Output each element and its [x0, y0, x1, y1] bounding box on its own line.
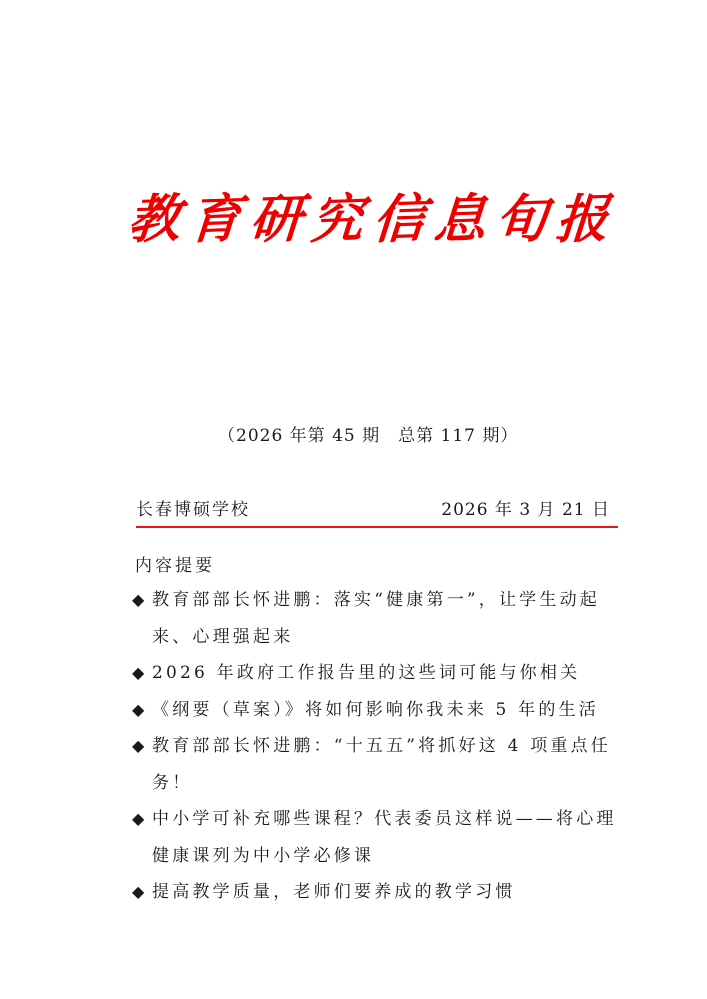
meta-row [136, 495, 616, 521]
red-divider [136, 526, 618, 528]
list-item [132, 582, 622, 655]
list-item [132, 801, 622, 874]
list-item [132, 655, 622, 692]
diamond-bullet-icon: ◆ [132, 736, 145, 755]
contents-list [132, 582, 622, 911]
list-item [132, 728, 622, 801]
list-item [132, 692, 622, 729]
contents-item-text: 中小学可补充哪些课程？代表委员这样说——将心理健康课列为中小学必修课 [152, 809, 617, 866]
list-item [132, 874, 622, 911]
diamond-bullet-icon: ◆ [132, 663, 145, 682]
masthead-char: 息 [431, 188, 488, 251]
contents-item-text: 《纲要（草案）》将如何影响你我未来 5 年的生活 [152, 699, 599, 720]
publish-date: 2026 年 3 月 21 日 [441, 500, 610, 520]
masthead-char: 教 [125, 188, 183, 251]
masthead-char: 研 [248, 188, 305, 251]
masthead-char: 报 [553, 188, 611, 251]
contents-item-text: 2026 年政府工作报告里的这些词可能与你相关 [152, 663, 581, 683]
masthead-title [125, 180, 611, 260]
masthead-char: 究 [309, 188, 366, 251]
diamond-bullet-icon: ◆ [132, 809, 145, 828]
masthead-char: 育 [186, 188, 244, 251]
masthead-char: 旬 [492, 188, 550, 251]
masthead-char: 信 [370, 188, 427, 251]
school-name: 长春博硕学校 [136, 500, 250, 520]
diamond-bullet-icon: ◆ [132, 590, 145, 609]
contents-heading: 内容提要 [135, 556, 215, 576]
contents-item-text: 教育部部长怀进鹏：落实“健康第一”，让学生动起来、心理强起来 [152, 590, 600, 647]
contents-item-text: 提高教学质量，老师们要养成的教学习惯 [152, 882, 516, 902]
diamond-bullet-icon: ◆ [132, 882, 145, 901]
diamond-bullet-icon: ◆ [132, 699, 145, 719]
issue-number: （2026 年第 45 期 总第 117 期） [218, 426, 519, 446]
contents-item-text: 教育部部长怀进鹏：“十五五”将抓好这 4 项重点任务！ [152, 736, 612, 793]
